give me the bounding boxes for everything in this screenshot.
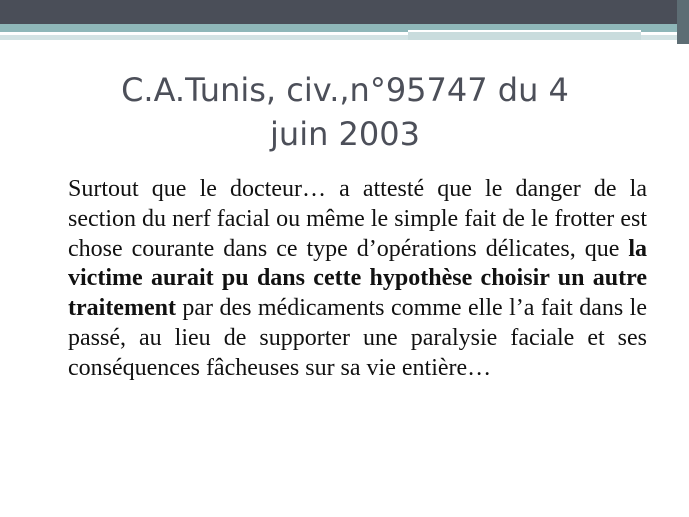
corner-accent-block — [677, 0, 689, 44]
body-text-conclusion: par des médicaments comme elle l’a fait dans le passé, au lieu de supporter une paralysie faciale et ses conséquences fâcheuses sur sa vie entière… — [68, 295, 647, 381]
band-notch — [408, 32, 641, 40]
slide-title-line-2: juin 2003 — [270, 115, 420, 153]
top-decorative-band — [0, 0, 689, 24]
body-text-emphasis: la victime aurait pu dans cette hypothèse choisir un autre traitement — [68, 235, 647, 322]
body-text-intro: Surtout que le docteur… a attesté que le danger de la section du nerf facial ou même le simple fait de le frotter est chose courante dans ce type d’opérations délicates, que — [68, 176, 647, 262]
slide-title — [40, 68, 650, 156]
slide-title-line-1: C.A.Tunis, civ.,n°95747 du 4 — [121, 71, 569, 109]
slide-body-paragraph — [68, 175, 647, 384]
